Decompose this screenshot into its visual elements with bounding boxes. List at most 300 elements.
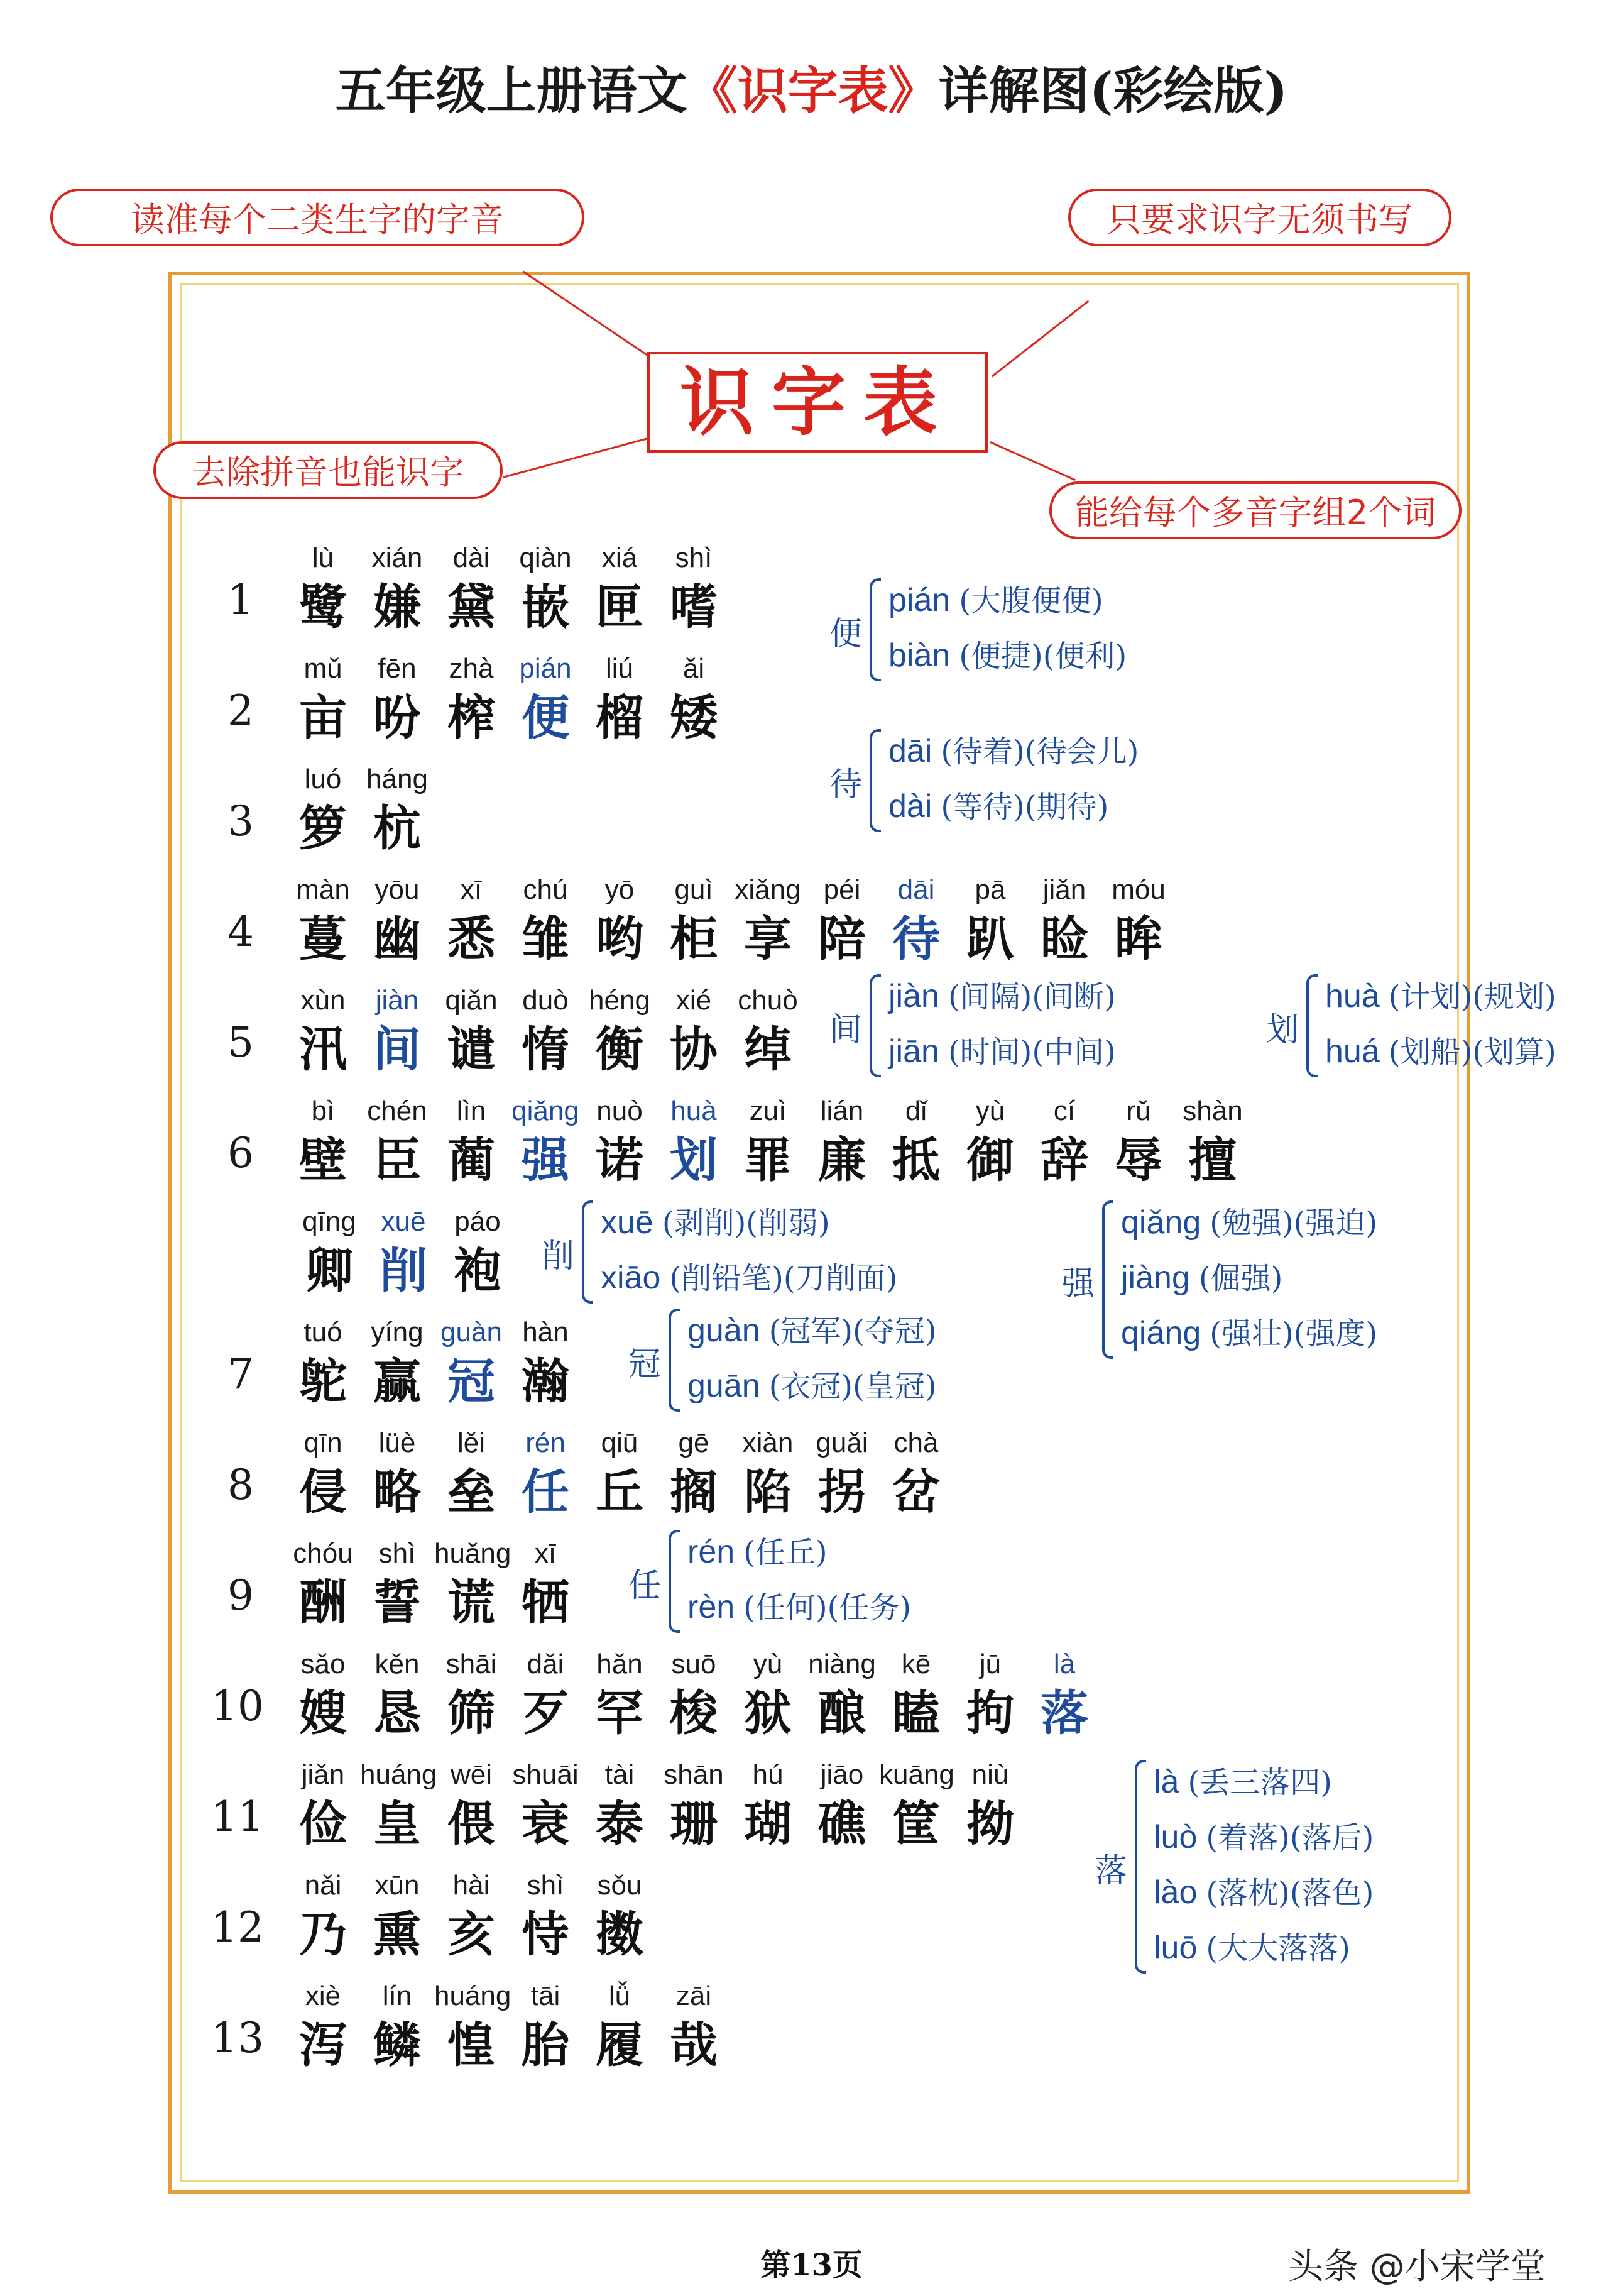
character-cell [657,871,731,969]
character-cell [434,871,508,969]
pinyin: lüè [378,1427,416,1458]
character-cell [508,1092,582,1190]
pinyin: nǎi [304,1870,342,1901]
reading-pinyin: qiǎng [1121,1204,1201,1241]
pinyin: lín [382,1980,412,2011]
hanzi: 绰 [744,1021,792,1077]
hanzi: 狱 [744,1685,792,1741]
character-cell [360,761,434,859]
hanzi: 拘 [966,1685,1014,1741]
hanzi: 瀚 [522,1353,569,1409]
pinyin: jiāo [820,1759,864,1790]
character-cell [879,1756,953,1854]
pinyin: duò [522,985,569,1016]
hanzi: 榴 [596,689,643,745]
reading-pinyin: rèn [687,1589,735,1625]
reading-pinyin: pián [888,582,951,618]
pinyin: jiàn [375,985,419,1016]
hanzi: 珊 [670,1796,718,1852]
pinyin: dǎi [527,1649,564,1679]
character-cell [582,1867,657,1965]
pinyin: xuē [381,1206,426,1237]
pinyin: hú [752,1759,784,1790]
character-cell [508,1867,582,1965]
pinyin: guàn [440,1317,502,1348]
hanzi: 擅 [1189,1132,1237,1188]
pinyin: là [1053,1649,1076,1679]
reading-words: (丢三落四) [1188,1765,1332,1800]
hanzi: 黛 [447,579,495,635]
pinyin: pián [519,653,572,684]
pinyin: lěi [457,1427,486,1458]
pinyin: tuó [303,1317,342,1348]
reading-pinyin: rén [687,1534,735,1570]
character-cell [360,1867,434,1965]
hanzi: 眸 [1115,911,1162,967]
pinyin: shān [664,1759,724,1790]
character-cell [286,1867,360,1965]
polyphone-char: 间 [829,1011,863,1049]
pinyin: xiǎng [735,874,801,905]
character-cell [434,650,508,748]
callout-read-sounds: 读准每个二类生字的字音 [50,189,584,246]
pinyin: xián [371,542,423,573]
pinyin: shì [378,1538,416,1569]
pinyin: qiàn [519,542,572,573]
hanzi: 享 [744,911,792,967]
pinyin: xiàn [742,1427,794,1458]
polyphone-reading [888,572,1103,629]
hanzi: 抵 [892,1132,940,1188]
hanzi: 间 [373,1021,421,1077]
polyphone-reading [1121,1194,1377,1251]
hanzi: 惶 [447,2017,495,2073]
title-suffix: 详解图(彩绘版) [938,61,1288,120]
pinyin: chén [367,1096,427,1126]
character-cell [360,1535,434,1633]
pinyin: chú [523,874,568,905]
hanzi: 协 [670,1021,718,1077]
character-cell [434,1977,511,2075]
polyphone-reading [687,1579,911,1635]
character-cell [657,1977,731,2075]
hanzi: 诺 [596,1132,643,1188]
reading-pinyin: jiān [888,1033,939,1070]
pinyin: zhà [449,653,494,684]
character-cell [360,871,434,969]
pinyin: yíng [371,1317,424,1348]
pinyin: péi [823,874,861,905]
polyphone-char: 便 [829,615,863,653]
hanzi: 蔺 [447,1132,495,1188]
character-cell [805,1756,879,1854]
character-cell [657,1645,731,1744]
pinyin: shì [527,1870,564,1901]
hanzi: 垒 [447,1464,495,1520]
polyphone-reading [888,1023,1116,1080]
row-number: 13 [211,2014,264,2062]
hanzi: 侵 [299,1464,347,1520]
character-cell [360,1645,434,1744]
row-number: 6 [227,1129,254,1177]
hanzi: 吩 [373,689,421,745]
character-cell [582,1092,657,1190]
hanzi: 搁 [670,1464,718,1520]
character-cell [292,1203,366,1301]
pinyin: tāi [530,1980,560,2011]
hanzi: 廉 [818,1132,866,1188]
hanzi: 礁 [818,1796,866,1852]
polyphone-reading [1121,1250,1282,1306]
polyphone-reading [888,968,1116,1024]
hanzi: 衡 [596,1021,643,1077]
hanzi: 罕 [596,1685,643,1741]
reading-pinyin: luò [1154,1819,1198,1855]
character-cell [731,1424,805,1522]
hanzi: 辞 [1041,1132,1088,1188]
brace-icon [1306,974,1318,1077]
hanzi: 落 [1041,1685,1088,1741]
character-cell [286,1645,360,1744]
hanzi: 皇 [373,1796,421,1852]
hanzi: 杭 [373,800,421,856]
pinyin: wēi [450,1759,493,1790]
character-cell [360,982,434,1080]
hanzi: 偎 [447,1796,495,1852]
pinyin: ǎi [682,653,705,684]
character-cell [360,1092,434,1190]
character-cell [879,1424,953,1522]
hanzi: 谴 [447,1021,495,1077]
pinyin: xiè [305,1980,341,2011]
reading-words: (大腹便便) [959,583,1103,618]
pinyin: sǒu [597,1870,642,1901]
character-cell [1027,871,1101,969]
pinyin: hài [452,1870,490,1901]
polyphone-char: 任 [628,1567,662,1605]
hanzi: 袍 [454,1243,501,1299]
reading-pinyin: xiāo [601,1260,661,1296]
hanzi: 胎 [522,2017,569,2073]
brace-icon [582,1200,593,1304]
callout-without-pinyin: 去除拼音也能识字 [153,441,503,499]
polyphone-reading [888,627,1127,684]
reading-words: (冠军)(夺冠) [768,1314,937,1349]
pinyin: huǎng [434,1538,511,1569]
brace-icon [669,1309,680,1412]
hanzi: 便 [522,689,569,745]
hanzi: 略 [373,1464,421,1520]
hanzi: 蔓 [299,911,347,967]
pinyin: xùn [300,985,346,1016]
reading-words: (待着)(待会儿) [941,734,1139,769]
hanzi: 衰 [522,1796,569,1852]
row-number: 2 [227,686,254,735]
pinyin: shì [675,542,713,573]
pinyin: niàng [808,1649,876,1679]
polyphone-char: 冠 [628,1346,662,1383]
reading-words: (削铅笔)(刀削面) [669,1261,898,1296]
character-cell [582,1424,657,1522]
title-prefix: 五年级上册语文 [335,61,687,120]
reading-words: (强壮)(强度) [1210,1316,1378,1351]
reading-pinyin: là [1154,1764,1179,1800]
pinyin: jiǎn [1042,874,1086,905]
pinyin: chà [893,1427,939,1458]
hanzi: 鹭 [299,579,347,635]
hanzi: 强 [522,1132,569,1188]
hanzi: 睑 [1041,911,1088,967]
pinyin: kěn [374,1649,420,1679]
reading-words: (落枕)(落色) [1206,1876,1374,1911]
hanzi: 雏 [522,911,569,967]
pinyin: liú [605,653,634,684]
character-cell [582,871,657,969]
polyphone-reading [1154,1809,1374,1865]
hanzi: 酿 [818,1685,866,1741]
pinyin: shuāi [512,1759,579,1790]
polyphone-reading [687,1302,937,1359]
pinyin: kuāng [879,1759,954,1790]
polyphone-reading [1121,1305,1377,1361]
pinyin: huáng [434,1980,511,2011]
row-number: 12 [211,1903,264,1952]
hanzi: 榨 [447,689,495,745]
pinyin: xī [460,874,483,905]
character-cell [1101,871,1176,969]
reading-words: (大大落落) [1206,1931,1350,1966]
hanzi: 幽 [373,911,421,967]
polyphone-char: 落 [1095,1852,1128,1890]
hanzi: 嵌 [522,579,569,635]
hanzi: 乃 [299,1906,347,1962]
hanzi: 筛 [447,1685,495,1741]
hanzi: 瑚 [744,1796,792,1852]
polyphone-reading [1154,1864,1374,1921]
watermark: 头条 @小宋学堂 [1288,2246,1546,2287]
pinyin: pā [975,874,1006,905]
pinyin: dǐ [905,1096,927,1126]
row-number: 11 [211,1793,264,1841]
character-cell [508,1314,582,1412]
pinyin: yù [975,1096,1005,1126]
reading-words: (勉强)(强迫) [1210,1206,1378,1241]
hanzi: 划 [670,1132,718,1188]
reading-words: (着落)(落后) [1206,1820,1374,1855]
pinyin: qiū [601,1427,638,1458]
hanzi: 亩 [299,689,347,745]
row-number: 9 [227,1571,254,1620]
pinyin: hǎn [596,1649,643,1679]
callout-polyphone-words: 能给每个多音字组2个词 [1049,481,1462,539]
character-cell [953,1756,1027,1854]
pinyin: yù [753,1649,783,1679]
callout-recognize-only: 只要求识字无须书写 [1068,189,1451,246]
page-number: 第13页 [760,2248,863,2283]
character-cell [731,1092,805,1190]
character-cell [508,539,582,637]
pinyin: rǔ [1126,1096,1151,1126]
hanzi: 哟 [596,911,643,967]
polyphone-reading [601,1250,897,1306]
polyphone-char: 划 [1266,1011,1299,1049]
character-cell [286,1535,360,1633]
page-title [0,50,1623,123]
polyphone-reading [687,1358,937,1414]
character-cell [508,982,582,1080]
hanzi: 惰 [522,1021,569,1077]
pinyin: jū [979,1649,1002,1679]
reading-words: (划船)(划算) [1388,1035,1556,1070]
pinyin: zāi [675,1980,712,2011]
character-cell [434,1535,511,1633]
polyphone-reading [687,1524,828,1580]
pinyin: háng [366,764,428,794]
pinyin: qīng [302,1206,356,1237]
character-cell [286,871,360,969]
reading-pinyin: luō [1154,1930,1198,1966]
reading-pinyin: guān [687,1368,760,1404]
character-cell [953,1092,1027,1190]
pinyin: dài [452,542,490,573]
reading-pinyin: dài [888,788,932,825]
hanzi: 筐 [892,1796,940,1852]
reading-pinyin: biàn [888,637,951,674]
pinyin: bì [311,1096,335,1126]
reading-pinyin: jiàn [888,978,939,1014]
character-cell [657,1756,731,1854]
hanzi: 哉 [670,2017,718,2073]
polyphone-char: 待 [829,766,863,804]
polyphone-char: 削 [542,1238,575,1275]
pinyin: xié [675,985,712,1016]
brace-icon [1102,1200,1113,1359]
hanzi: 泻 [299,2017,347,2073]
hanzi: 誓 [373,1574,421,1630]
character-cell [434,1867,508,1965]
pinyin: lián [820,1096,864,1126]
hanzi: 嫂 [299,1685,347,1741]
hanzi: 罪 [744,1132,792,1188]
hanzi: 匣 [596,579,643,635]
character-cell [805,1424,879,1522]
character-cell [805,871,879,969]
character-cell [879,1645,953,1744]
hanzi: 嫌 [373,579,421,635]
center-title-box: 识字表 [647,352,988,453]
character-cell [360,539,434,637]
pinyin: qiǎng [511,1096,579,1126]
character-cell [1027,1645,1101,1744]
row-number: 4 [227,908,254,956]
row-number: 1 [227,576,254,624]
pinyin: xī [534,1538,557,1569]
pinyin: huà [670,1096,717,1126]
hanzi: 鸵 [299,1353,347,1409]
reading-words: (倔强) [1198,1261,1283,1296]
hanzi: 汛 [299,1021,347,1077]
character-cell [657,650,731,748]
hanzi: 卿 [305,1243,353,1299]
character-cell [1027,1092,1101,1190]
hanzi: 擞 [596,1906,643,1962]
brace-icon [870,578,881,681]
character-cell [286,1756,360,1854]
brace-icon [870,729,881,832]
character-cell [434,982,508,1080]
character-cell [508,1645,582,1744]
hanzi: 矮 [670,689,718,745]
pinyin: shàn [1183,1096,1243,1126]
character-cell [731,1756,805,1854]
reading-pinyin: guàn [687,1312,760,1349]
hanzi: 任 [522,1464,569,1520]
hanzi: 嗜 [670,579,718,635]
hanzi: 岔 [892,1464,940,1520]
pinyin: jiǎn [301,1759,345,1790]
pinyin: mǔ [303,653,342,684]
character-cell [508,1756,582,1854]
pinyin: shāi [445,1649,497,1679]
pinyin: hàn [522,1317,569,1348]
hanzi: 鳞 [373,2017,421,2073]
character-cell [286,1977,360,2075]
pinyin: chuò [738,985,798,1016]
character-cell [286,1314,360,1412]
character-cell [286,1092,360,1190]
hanzi: 拗 [966,1796,1014,1852]
hanzi: 熏 [373,1906,421,1962]
character-cell [360,1756,437,1854]
title-highlight: 《识字表》 [687,61,939,120]
pinyin: xiá [601,542,638,573]
character-cell [366,1203,440,1301]
character-cell [657,982,731,1080]
brace-icon [870,974,881,1077]
pinyin: huáng [360,1759,437,1790]
reading-words: (剥削)(削弱) [662,1206,830,1241]
character-cell [434,1424,508,1522]
hanzi: 歹 [522,1685,569,1741]
row-number: 8 [227,1461,254,1509]
pinyin: qīn [303,1427,342,1458]
character-cell [286,539,360,637]
character-cell [731,982,805,1080]
pinyin: páo [454,1206,501,1237]
reading-pinyin: qiáng [1121,1315,1201,1351]
hanzi: 御 [966,1132,1014,1188]
pinyin: luó [304,764,342,794]
character-cell [582,1645,657,1744]
character-cell [657,539,731,637]
polyphone-reading [1154,1920,1350,1976]
pinyin: lìn [456,1096,486,1126]
pinyin: rén [525,1427,566,1458]
pinyin: yō [604,874,635,905]
character-cell [805,1092,879,1190]
pinyin: móu [1112,874,1166,905]
character-cell [434,1756,508,1854]
pinyin: lù [312,542,334,573]
character-cell [582,650,657,748]
hanzi: 陪 [818,911,866,967]
character-cell [286,982,360,1080]
reading-pinyin: huà [1325,978,1380,1014]
hanzi: 削 [380,1243,427,1299]
character-cell [1176,1092,1250,1190]
character-cell [508,1977,582,2075]
hanzi: 趴 [966,911,1014,967]
